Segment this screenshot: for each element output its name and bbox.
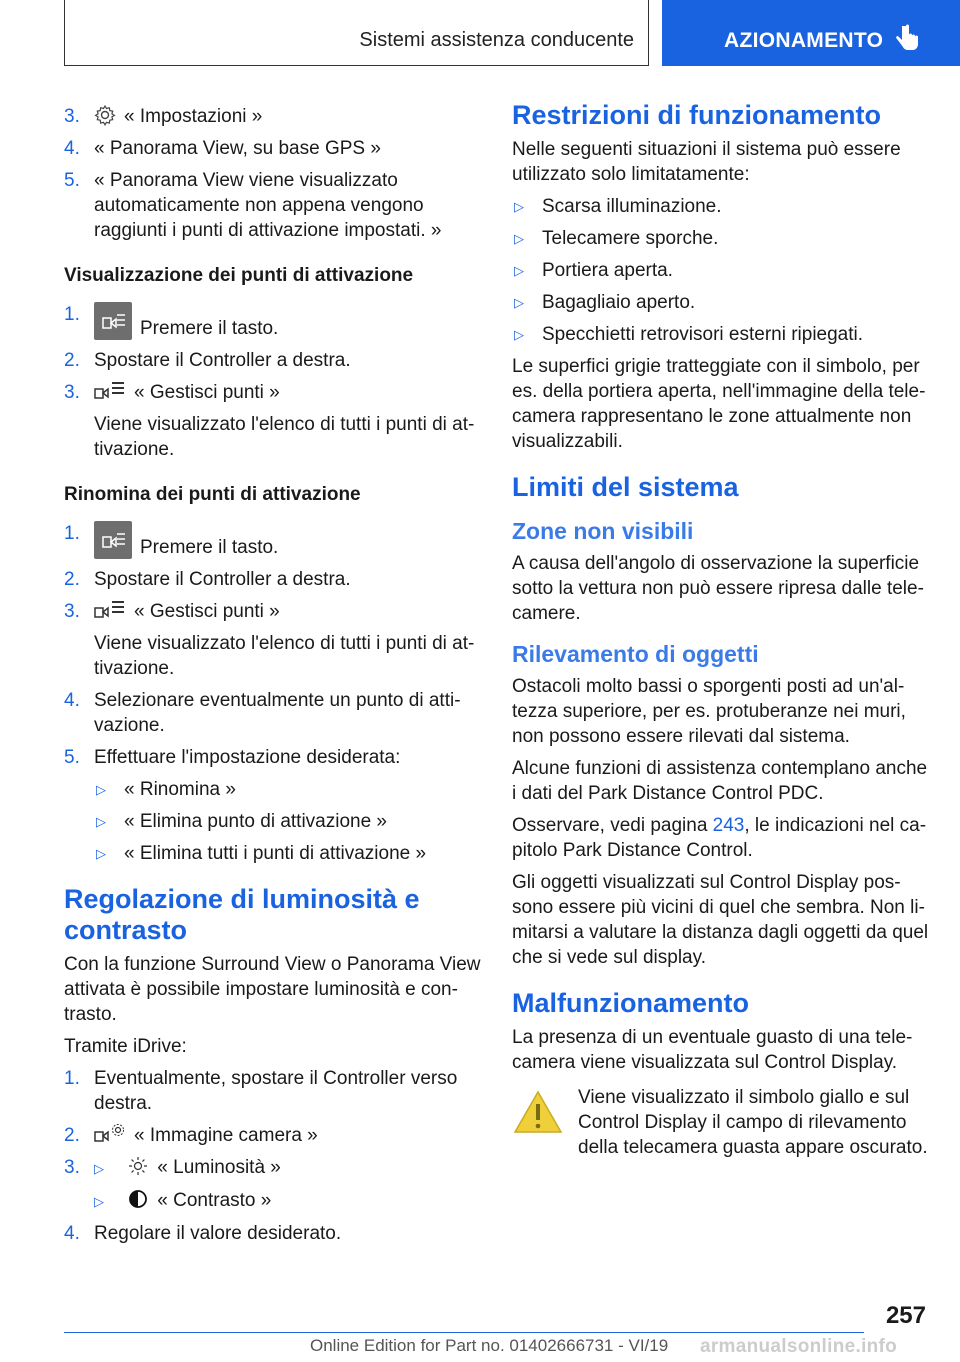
- camera-button-icon: [94, 521, 132, 559]
- list-item: 4. « Panorama View, su base GPS »: [64, 138, 381, 159]
- section-heading: Restrizioni di funzionamento: [512, 100, 881, 130]
- camera-button-icon: [94, 302, 132, 340]
- camera-settings-icon: [94, 1123, 126, 1145]
- hand-pointer-icon: [896, 24, 920, 54]
- header-section: [64, 0, 649, 66]
- list-item: 3. ▷ « Luminosità »: [64, 1157, 281, 1178]
- warning-note: Viene visualizzato il simbolo giallo e sul Control Display il campo di rilevamento della telecamera guasta appare oscurato.: [512, 1085, 932, 1160]
- list-item: 1. Eventualmente, spostare il Controller verso destra.: [64, 1068, 458, 1114]
- list-item: 3. « Gestisci punti »: [64, 601, 280, 622]
- list-item: 1. Premere il tasto.: [64, 523, 279, 558]
- subheading: Visualizzazione dei punti di attivazione: [64, 265, 414, 286]
- edition-text: Online Edition for Part no. 01402666731 - VI/19: [310, 1336, 669, 1355]
- section-heading: Limiti del sistema: [512, 472, 739, 502]
- subsection-heading: Zone non visibili: [512, 518, 694, 544]
- contrast-icon: [127, 1188, 149, 1210]
- subheading: Rinomina dei punti di attivazione: [64, 484, 361, 505]
- section-heading: Regolazione di luminosità e contrasto: [64, 884, 420, 945]
- section-heading: Malfunzionamento: [512, 988, 749, 1018]
- list-item: ▷ « Elimina tutti i punti di attivazione »: [96, 843, 427, 864]
- list-item: 3. « Gestisci punti »: [64, 382, 280, 403]
- list-item: ▷ « Elimina punto di attivazione »: [96, 811, 387, 832]
- section-title: Sistemi assistenza conducente: [359, 29, 634, 51]
- paragraph: Gli oggetti visualizzati sul Control Display pos- sono essere più vicini di quel che sembra. Non li- mitarsi a valutare la distanza dagli oggetti da quel che si vede sul display.: [512, 872, 929, 968]
- paragraph: Con la funzione Surround View o Panorama View attivata è possibile impostare luminosità e con- trasto.: [64, 954, 481, 1025]
- step-note: Viene visualizzato l'elenco di tutti i punti di at- tivazione.: [94, 414, 475, 460]
- page-link[interactable]: 243: [712, 815, 745, 836]
- list-item: 2. Spostare il Controller a destra.: [64, 569, 351, 590]
- left-column: [64, 104, 484, 1253]
- paragraph: La presenza di un eventuale guasto di una tele- camera viene visualizzata sul Control Display.: [512, 1027, 913, 1073]
- list-item: ▷ « Contrasto »: [94, 1190, 272, 1211]
- list-item: ▷ Scarsa illuminazione.: [514, 196, 722, 217]
- brightness-icon: [127, 1155, 149, 1177]
- paragraph: Le superfici grigie tratteggiate con il simbolo, per es. della portiera aperta, nell'immagine della tele- camera rappresentano le zone attualmente non visualizzabili.: [512, 356, 926, 452]
- list-item: ▷ Bagagliaio aperto.: [514, 292, 696, 313]
- list-item: 3. « Impostazioni »: [64, 106, 263, 127]
- step-note: Viene visualizzato l'elenco di tutti i punti di at- tivazione.: [94, 633, 475, 679]
- list-item: 2. « Immagine camera »: [64, 1125, 318, 1146]
- gear-icon: [94, 104, 116, 126]
- list-item: ▷ Telecamere sporche.: [514, 228, 719, 249]
- paragraph: Nelle seguenti situazioni il sistema può essere utilizzato solo limitatamente:: [512, 139, 901, 185]
- subsection-heading: Rilevamento di oggetti: [512, 641, 759, 667]
- paragraph: Alcune funzioni di assistenza contemplano anche i dati del Park Distance Control PDC.: [512, 758, 928, 804]
- list-item: 2. Spostare il Controller a destra.: [64, 350, 351, 371]
- paragraph: Ostacoli molto bassi o sporgenti posti ad un'al- tezza superiore, per es. protuberanze nei muri, non possono essere rilevati dal sistema.: [512, 676, 906, 747]
- footer-divider: [64, 1332, 864, 1333]
- list-item: 1. Premere il tasto.: [64, 304, 279, 339]
- watermark: armanualsonline.info: [700, 1336, 898, 1357]
- list-item: 5. Effettuare l'impostazione desiderata:: [64, 747, 401, 768]
- list-item: ▷ « Rinomina »: [96, 779, 236, 800]
- header-chapter: [662, 0, 960, 66]
- manage-points-icon: [94, 380, 126, 402]
- list-item: 4. Regolare il valore desiderato.: [64, 1223, 342, 1244]
- manage-points-icon: [94, 599, 126, 621]
- list-item: 4. Selezionare eventualmente un punto di atti- vazione.: [64, 690, 461, 736]
- warning-icon: [512, 1089, 564, 1135]
- list-item: ▷ Portiera aperta.: [514, 260, 673, 281]
- list-item: 5. « Panorama View viene visualizzato automaticamente non appena vengono raggiunti i punti di attivazione impostati. »: [64, 170, 442, 241]
- right-column: [512, 100, 932, 1160]
- paragraph: A causa dell'angolo di osservazione la superficie sotto la vettura non può essere ripresa dalle tele- camere.: [512, 553, 924, 624]
- paragraph: Tramite iDrive:: [64, 1036, 187, 1057]
- paragraph: Osservare, vedi pagina 243, le indicazioni nel ca- pitolo Park Distance Control.: [512, 815, 927, 861]
- chapter-title: AZIONAMENTO: [724, 29, 884, 52]
- page-number: 257: [885, 1302, 926, 1329]
- list-item: ▷ Specchietti retrovisori esterni ripiegati.: [514, 324, 864, 345]
